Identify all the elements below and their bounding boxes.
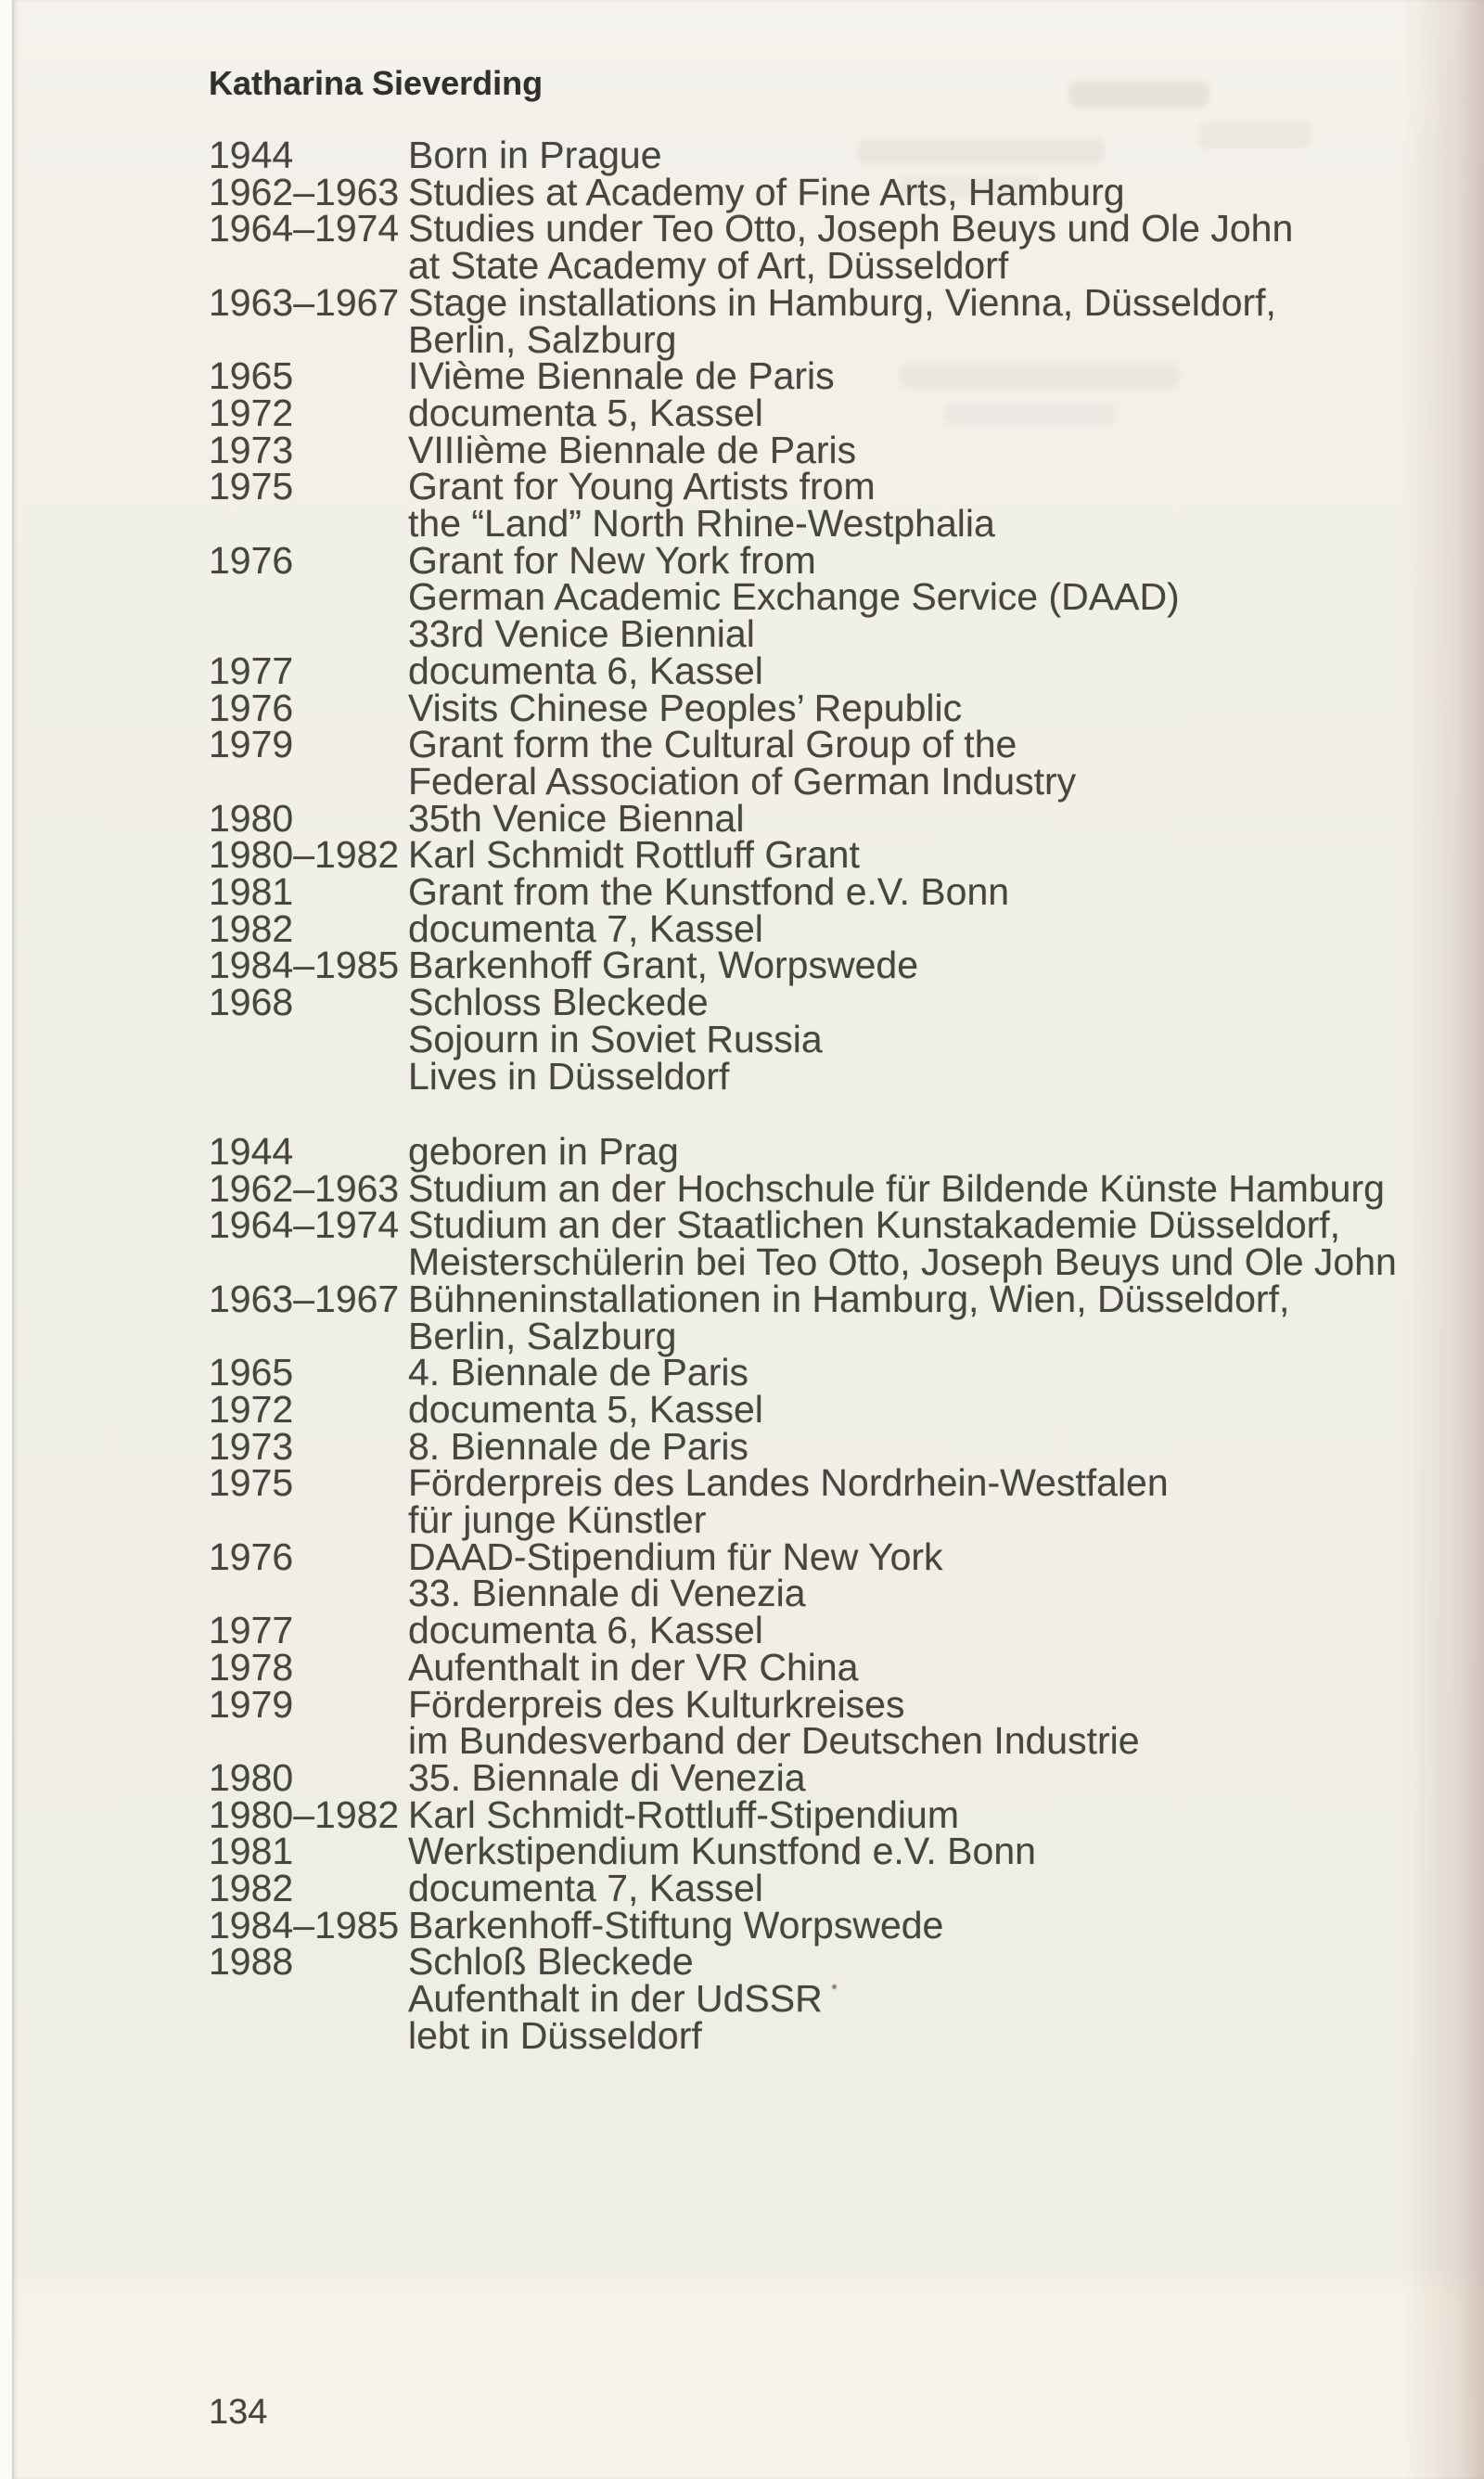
bio-entry-text [408, 796, 1293, 840]
bio-entry [209, 723, 1293, 803]
bio-entry-year: 1972 [209, 391, 294, 434]
bio-entry-year: 1976 [209, 686, 294, 729]
bio-line: Visits Chinese Peoples’ Republic [408, 686, 963, 729]
bio-entry [209, 906, 1293, 950]
bio-line: Studies under Teo Otto, Joseph Beuys und Ole John [408, 207, 1294, 250]
bio-entry-text [408, 1830, 1397, 1873]
bio-entry [209, 1903, 1397, 1946]
bio-entry-year: 1973 [209, 428, 294, 471]
bio-entry [209, 944, 1293, 987]
page-number: 134 [209, 2393, 268, 2432]
bio-line: Federal Association of German Industry [408, 759, 1077, 803]
bio-line: Studium an der Staatlichen Kunstakademie Düsseldorf, [408, 1203, 1341, 1247]
bio-entry-year: 1963–1967 [209, 280, 400, 324]
bio-line: Karl Schmidt Rottluff Grant [408, 833, 860, 877]
bio-line: Meisterschülerin bei Teo Otto, Joseph Beuys und Ole John [408, 1240, 1397, 1284]
bio-entry [209, 428, 1293, 471]
bio-line: im Bundesverband der Deutschen Industrie [408, 1719, 1140, 1763]
bio-line: 8. Biennale de Paris [408, 1424, 748, 1468]
biography-german [209, 1130, 1397, 2057]
bio-entry [209, 170, 1293, 213]
bio-line: documenta 5, Kassel [408, 391, 763, 434]
bio-entry-year: 1975 [209, 465, 294, 508]
bio-entry-text [408, 981, 1293, 1098]
bio-line: Aufenthalt in der VR China [408, 1645, 859, 1689]
bio-entry-year: 1968 [209, 981, 294, 1024]
bio-entry [209, 1130, 1397, 1173]
bio-entry-text [408, 1166, 1397, 1210]
bio-entry [209, 1867, 1397, 1910]
bio-entry [209, 280, 1293, 361]
bio-entry [209, 134, 1293, 176]
bio-entry-text [408, 391, 1293, 434]
bio-entry-text [408, 1130, 1397, 1173]
bio-entry [209, 465, 1293, 546]
bio-entry [209, 1682, 1397, 1763]
bio-entry-year: 1980–1982 [209, 833, 400, 877]
bio-line: Lives in Düsseldorf [408, 1054, 730, 1098]
bio-entry [209, 538, 1293, 656]
bio-entry [209, 354, 1293, 398]
bio-entry-text [408, 870, 1293, 914]
bio-entry [209, 1461, 1397, 1542]
bio-line: Bühneninstallationen in Hamburg, Wien, Düsseldorf, [408, 1277, 1290, 1320]
bio-entry-text [408, 134, 1293, 176]
bio-line: Berlin, Salzburg [408, 317, 677, 361]
bio-line: documenta 7, Kassel [408, 1867, 763, 1910]
bio-entry [209, 1755, 1397, 1799]
print-speck [832, 1984, 837, 1989]
bio-entry-text [408, 686, 1293, 729]
bio-entry [209, 870, 1293, 914]
bio-line: Förderpreis des Kulturkreises [408, 1682, 905, 1726]
bio-line: DAAD-Stipendium für New York [408, 1535, 943, 1578]
bio-entry [209, 1277, 1397, 1357]
bio-line: Sojourn in Soviet Russia [408, 1017, 823, 1060]
bio-entry [209, 981, 1293, 1098]
bleed-through-smudge [1069, 82, 1209, 108]
bio-line: Grant from the Kunstfond e.V. Bonn [408, 870, 1010, 914]
bio-entry-text [408, 280, 1293, 361]
bio-entry-year: 1973 [209, 1424, 294, 1468]
bio-entry-text [408, 354, 1293, 398]
bio-entry [209, 649, 1293, 692]
bio-entry-text [408, 944, 1293, 987]
bio-entry-year: 1944 [209, 1130, 294, 1173]
bio-line: Grant for New York from [408, 538, 816, 582]
bio-entry-text [408, 1609, 1397, 1652]
bio-line: Schloß Bleckede [408, 1940, 694, 1984]
bio-entry [209, 391, 1293, 434]
bio-entry-text [408, 1277, 1397, 1357]
bio-line: geboren in Prag [408, 1130, 679, 1173]
bio-entry-year: 1972 [209, 1387, 294, 1431]
bio-line: 33rd Venice Biennial [408, 612, 755, 656]
book-page [12, 0, 1484, 2479]
bio-line: Werkstipendium Kunstfond e.V. Bonn [408, 1830, 1036, 1873]
bio-entry [209, 1166, 1397, 1210]
bio-line: Karl Schmidt-Rottluff-Stipendium [408, 1792, 959, 1836]
bio-entry-text [408, 906, 1293, 950]
bio-entry [209, 1424, 1397, 1468]
bio-entry-text [408, 649, 1293, 692]
bio-entry-year: 1977 [209, 1609, 294, 1652]
bio-entry-text [408, 538, 1293, 656]
bio-entry-year: 1988 [209, 1940, 294, 1984]
bio-entry-text [408, 207, 1294, 288]
bio-entry-text [408, 465, 1293, 546]
bio-entry-text [408, 1351, 1397, 1394]
bio-entry-text [408, 723, 1293, 803]
bio-line: für junge Künstler [408, 1498, 707, 1542]
bio-entry-text [408, 1792, 1397, 1836]
bio-entry-year: 1982 [209, 906, 294, 950]
bio-entry-year: 1980 [209, 1755, 294, 1799]
bio-line: IVième Biennale de Paris [408, 354, 835, 398]
bio-entry-year: 1982 [209, 1867, 294, 1910]
biography-english [209, 134, 1294, 1098]
bio-entry-text [408, 1903, 1397, 1946]
bio-line: documenta 7, Kassel [408, 906, 763, 950]
bio-entry-year: 1965 [209, 1351, 294, 1394]
bio-line: Barkenhoff-Stiftung Worpswede [408, 1903, 944, 1946]
bio-entry-text [408, 1682, 1397, 1763]
bio-entry [209, 207, 1294, 288]
bio-entry-year: 1981 [209, 870, 294, 914]
bio-line: Aufenthalt in der UdSSR [408, 1977, 823, 2021]
bio-entry-year: 1980–1982 [209, 1792, 400, 1836]
bio-entry-text [408, 1755, 1397, 1799]
bio-line: Grant for Young Artists from [408, 465, 876, 508]
bio-entry-year: 1964–1974 [209, 207, 400, 250]
bio-line: VIIIième Biennale de Paris [408, 428, 857, 471]
bio-entry-year: 1984–1985 [209, 944, 400, 987]
bio-entry-year: 1965 [209, 354, 294, 398]
bio-line: the “Land” North Rhine-Westphalia [408, 502, 995, 546]
bio-line: Born in Prague [408, 134, 662, 176]
bio-entry [209, 1535, 1397, 1615]
bio-entry-year: 1984–1985 [209, 1903, 400, 1946]
bio-entry-text [408, 833, 1293, 877]
bio-entry-year: 1963–1967 [209, 1277, 400, 1320]
bio-entry-text [408, 1867, 1397, 1910]
bio-entry [209, 1609, 1397, 1652]
bio-line: Schloss Bleckede [408, 981, 709, 1024]
bio-line: Studium an der Hochschule für Bildende Künste Hamburg [408, 1166, 1385, 1210]
bio-entry-year: 1944 [209, 134, 294, 176]
bio-line: 4. Biennale de Paris [408, 1351, 748, 1394]
bio-entry-year: 1978 [209, 1645, 294, 1689]
bio-entry-year: 1981 [209, 1830, 294, 1873]
bio-entry [209, 1645, 1397, 1689]
bio-line: at State Academy of Art, Düsseldorf [408, 244, 1009, 288]
bio-line: Studies at Academy of Fine Arts, Hamburg [408, 170, 1125, 213]
bio-entry-text [408, 1461, 1397, 1542]
bio-entry [209, 1830, 1397, 1873]
bio-line: documenta 6, Kassel [408, 649, 763, 692]
bio-entry [209, 833, 1293, 877]
bio-line: 35th Venice Biennal [408, 796, 745, 840]
bio-entry [209, 1203, 1397, 1284]
bio-entry-year: 1979 [209, 723, 294, 766]
bio-entry-text [408, 1203, 1397, 1284]
bio-entry-text [408, 1424, 1397, 1468]
bio-entry-text [408, 1940, 1397, 2057]
bio-entry [209, 1351, 1397, 1394]
bio-entry [209, 1387, 1397, 1431]
bio-line: lebt in Düsseldorf [408, 2013, 702, 2057]
bio-entry-text [408, 170, 1293, 213]
bio-entry-year: 1979 [209, 1682, 294, 1726]
bio-line: documenta 5, Kassel [408, 1387, 763, 1431]
bio-entry [209, 796, 1293, 840]
bio-entry [209, 1940, 1397, 2057]
bio-line: German Academic Exchange Service (DAAD) [408, 575, 1180, 619]
bio-entry-text [408, 1535, 1397, 1615]
bio-entry-year: 1976 [209, 1535, 294, 1578]
bio-entry [209, 686, 1293, 729]
bio-line: 35. Biennale di Venezia [408, 1755, 806, 1799]
bio-entry-year: 1980 [209, 796, 294, 840]
bio-line: documenta 6, Kassel [408, 1609, 763, 1652]
bio-entry-year: 1977 [209, 649, 294, 692]
bio-line: Stage installations in Hamburg, Vienna, Düsseldorf, [408, 280, 1276, 324]
page-title: Katharina Sieverding [209, 64, 544, 102]
bio-line: Förderpreis des Landes Nordrhein-Westfalen [408, 1461, 1169, 1505]
bio-entry-text [408, 428, 1293, 471]
bio-entry-text [408, 1387, 1397, 1431]
bio-line: 33. Biennale di Venezia [408, 1572, 806, 1615]
bio-entry-year: 1962–1963 [209, 1166, 400, 1210]
bio-entry-text [408, 1645, 1397, 1689]
bio-entry-year: 1976 [209, 538, 294, 582]
bio-line: Barkenhoff Grant, Worpswede [408, 944, 918, 987]
bio-entry-year: 1964–1974 [209, 1203, 400, 1247]
bio-line: Berlin, Salzburg [408, 1314, 677, 1357]
bio-entry-year: 1975 [209, 1461, 294, 1505]
bio-entry [209, 1792, 1397, 1836]
bio-entry-year: 1962–1963 [209, 170, 400, 213]
bio-line: Grant form the Cultural Group of the [408, 723, 1017, 766]
